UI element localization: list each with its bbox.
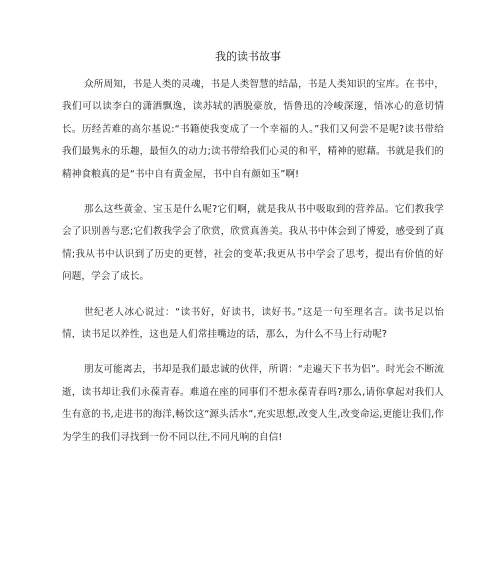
paragraph-4: 朋友可能离去，书却是我们最忠诚的伙伴，所谓：“走遍天下书为侣”。时光会不断流逝，读书却让我们永葆青春。难道在座的同事们不想永葆青春吗?那么,请你拿起对我们人生有意的书,走进书的海洋,畅饮这“源头活水”,充实思想,改变人生,改变命运,更能让我们,作为学生的我们寻找到一份不同以往,不同凡响的自信! <box>62 364 444 443</box>
paragraph-1: 众所周知，书是人类的灵魂，书是人类智慧的结晶，书是人类知识的宝库。在书中，我们可以读李白的潇洒飘逸，读苏轼的洒脱豪放，悟鲁迅的冷峻深邃，悟冰心的意切情长。历经苦难的高尔基说:“书籍使我变成了一个幸福的人。”我们又何尝不是呢?读书带给我们最隽永的乐趣，最恒久的动力;读书带给我们心灵的和平，精神的慰藉。书就是我们的精神食粮真的是“书中自有黄金屋，书中自有颜如玉”啊! <box>62 79 444 180</box>
paragraph-3: 世纪老人冰心说过：“读书好，好读书，读好书。”这是一句至理名言。读书足以怡情，读书足以养性，这也是人们常挂嘴边的话，那么，为什么不马上行动呢? <box>62 306 444 341</box>
document-body <box>62 74 444 462</box>
paragraph-2: 那么这些黄金、宝玉是什么呢?它们啊，就是我从书中吸取到的营养品。它们教我学会了识别善与恶;它们教我学会了欣赏，欣赏真善美。我从书中体会到了博爱，感受到了真情;我从书中认识到了历史的更替，社会的变革;我更从书中学会了思考，提出有价值的好问题，学会了成长。 <box>62 204 444 283</box>
document-title: 我的读书故事 <box>215 50 281 63</box>
